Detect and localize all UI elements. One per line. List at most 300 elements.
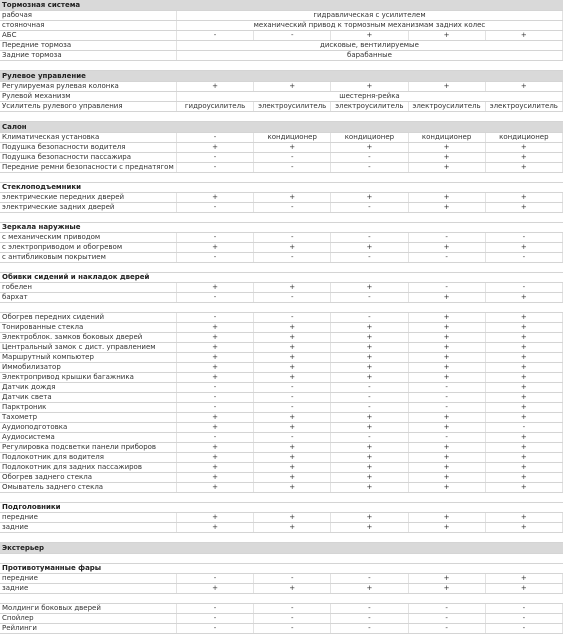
spec-value-trim-3: - xyxy=(331,293,408,303)
spec-value-trim-2: + xyxy=(254,443,331,453)
spec-row xyxy=(0,51,563,61)
spec-value-trim-2: + xyxy=(254,413,331,423)
section-header-row xyxy=(0,71,563,82)
spec-value-trim-3: + xyxy=(331,363,408,373)
spec-value-trim-3: + xyxy=(331,523,408,533)
spec-value-trim-1: + xyxy=(176,363,253,373)
spacer-row xyxy=(0,61,563,71)
spacer-cell xyxy=(0,303,563,313)
spec-value-trim-1: + xyxy=(176,584,253,594)
spec-value-trim-3: - xyxy=(331,624,408,634)
spacer-row xyxy=(0,213,563,223)
spec-row xyxy=(0,423,563,433)
spec-value-trim-2: - xyxy=(254,163,331,173)
spec-value-trim-5: + xyxy=(485,353,562,363)
spec-value-trim-3: - xyxy=(331,153,408,163)
spec-label: Подлокотник для задних пассажиров xyxy=(0,463,176,473)
spec-label: Электроблок. замков боковых дверей xyxy=(0,333,176,343)
spec-value-trim-4: + xyxy=(408,333,485,343)
spec-value-trim-1: + xyxy=(176,473,253,483)
spec-row xyxy=(0,453,563,463)
spec-row xyxy=(0,193,563,203)
spec-value-trim-2: + xyxy=(254,283,331,293)
spec-value-trim-3: + xyxy=(331,143,408,153)
spec-value-all-trims: шестерня-рейка xyxy=(176,92,562,102)
spec-value-trim-3: - xyxy=(331,403,408,413)
spec-label: Рейлинги xyxy=(0,624,176,634)
spec-label: Иммобилизатор xyxy=(0,363,176,373)
spec-label: Парктроник xyxy=(0,403,176,413)
spec-value-trim-4: + xyxy=(408,203,485,213)
spec-value-trim-3: + xyxy=(331,243,408,253)
spec-value-trim-1: - xyxy=(176,383,253,393)
section-header-row xyxy=(0,0,563,11)
spec-label: с электроприводом и обогревом xyxy=(0,243,176,253)
spec-value-trim-5: + xyxy=(485,433,562,443)
subsection-header-row xyxy=(0,564,563,574)
spec-value-trim-4: + xyxy=(408,423,485,433)
spec-value-trim-3: - xyxy=(331,313,408,323)
spec-value-trim-1: - xyxy=(176,614,253,624)
spec-value-trim-5: + xyxy=(485,383,562,393)
spec-value-trim-1: - xyxy=(176,393,253,403)
spec-value-trim-2: - xyxy=(254,293,331,303)
spec-label: передние xyxy=(0,574,176,584)
spec-value-trim-1: гидроусилитель xyxy=(176,102,253,112)
spec-row xyxy=(0,413,563,423)
spec-row xyxy=(0,373,563,383)
spacer-cell xyxy=(0,61,563,71)
spec-value-trim-2: + xyxy=(254,82,331,92)
spec-row xyxy=(0,443,563,453)
spec-value-trim-1: + xyxy=(176,523,253,533)
spec-value-trim-5: + xyxy=(485,203,562,213)
spec-row xyxy=(0,513,563,523)
spec-row xyxy=(0,353,563,363)
spec-value-trim-5: + xyxy=(485,513,562,523)
spec-value-trim-1: - xyxy=(176,233,253,243)
spec-row xyxy=(0,163,563,173)
spec-value-trim-5: + xyxy=(485,143,562,153)
spec-label: Тонированные стекла xyxy=(0,323,176,333)
section-title: Тормозная система xyxy=(0,0,563,11)
spec-row xyxy=(0,203,563,213)
spec-value-trim-2: - xyxy=(254,233,331,243)
spec-value-trim-2: - xyxy=(254,403,331,413)
spec-value-trim-4: - xyxy=(408,403,485,413)
spec-value-trim-3: - xyxy=(331,203,408,213)
spec-label: Молдинги боковых дверей xyxy=(0,604,176,614)
spec-value-trim-5: - xyxy=(485,423,562,433)
section-title: Экстерьер xyxy=(0,543,563,554)
spec-value-trim-5: + xyxy=(485,483,562,493)
spec-value-trim-3: + xyxy=(331,423,408,433)
spec-value-trim-5: + xyxy=(485,153,562,163)
spec-label: задние xyxy=(0,584,176,594)
subsection-title: Зеркала наружные xyxy=(0,223,563,233)
spec-row xyxy=(0,133,563,143)
spacer-row xyxy=(0,493,563,503)
spec-value-trim-1: + xyxy=(176,283,253,293)
spec-value-trim-5: + xyxy=(485,333,562,343)
spec-value-trim-5: + xyxy=(485,443,562,453)
spec-value-trim-2: - xyxy=(254,313,331,323)
spec-value-trim-3: + xyxy=(331,353,408,363)
spec-value-trim-4: - xyxy=(408,433,485,443)
spec-row xyxy=(0,393,563,403)
spec-row xyxy=(0,102,563,112)
spec-row xyxy=(0,523,563,533)
spec-value-trim-5: + xyxy=(485,31,562,41)
spec-value-trim-4: + xyxy=(408,373,485,383)
spec-row xyxy=(0,584,563,594)
spec-value-trim-4: + xyxy=(408,153,485,163)
spec-label: Датчик света xyxy=(0,393,176,403)
spec-value-trim-5: + xyxy=(485,403,562,413)
spec-value-trim-4: + xyxy=(408,363,485,373)
spec-value-trim-4: + xyxy=(408,243,485,253)
spec-label: Усилитель рулевого управления xyxy=(0,102,176,112)
spec-value-trim-5: - xyxy=(485,283,562,293)
spec-row xyxy=(0,403,563,413)
spec-value-trim-5: + xyxy=(485,584,562,594)
spec-value-trim-4: - xyxy=(408,614,485,624)
spec-label: Электропривод крышки багажника xyxy=(0,373,176,383)
spec-value-trim-5: - xyxy=(485,233,562,243)
spec-value-trim-2: + xyxy=(254,243,331,253)
spec-value-trim-3: - xyxy=(331,163,408,173)
spec-value-trim-2: + xyxy=(254,523,331,533)
spec-value-trim-1: - xyxy=(176,31,253,41)
spec-value-trim-2: + xyxy=(254,353,331,363)
spec-value-trim-4: + xyxy=(408,343,485,353)
spec-value-trim-3: + xyxy=(331,82,408,92)
spec-value-trim-1: + xyxy=(176,463,253,473)
spec-label: Подлокотник для водителя xyxy=(0,453,176,463)
spacer-row xyxy=(0,112,563,122)
spec-value-trim-4: + xyxy=(408,413,485,423)
spec-value-trim-4: - xyxy=(408,233,485,243)
spacer-cell xyxy=(0,554,563,564)
spacer-cell xyxy=(0,533,563,543)
spec-label: передние xyxy=(0,513,176,523)
spec-row xyxy=(0,243,563,253)
spacer-cell xyxy=(0,112,563,122)
spec-value-trim-2: - xyxy=(254,393,331,403)
spec-value-trim-1: + xyxy=(176,353,253,363)
spec-value-trim-3: + xyxy=(331,463,408,473)
subsection-title: Противотуманные фары xyxy=(0,564,563,574)
spec-value-trim-4: - xyxy=(408,604,485,614)
spec-value-trim-1: - xyxy=(176,313,253,323)
spec-value-trim-3: + xyxy=(331,323,408,333)
spec-value-trim-2: + xyxy=(254,143,331,153)
spec-value-trim-4: + xyxy=(408,323,485,333)
spec-value-trim-4: + xyxy=(408,574,485,584)
spec-label: Задние тормоза xyxy=(0,51,176,61)
spec-value-trim-4: + xyxy=(408,82,485,92)
spec-row xyxy=(0,143,563,153)
spec-value-trim-5: + xyxy=(485,313,562,323)
spacer-cell xyxy=(0,594,563,604)
spec-value-trim-3: + xyxy=(331,443,408,453)
spec-value-trim-4: + xyxy=(408,513,485,523)
spec-value-trim-4: + xyxy=(408,353,485,363)
spec-value-trim-3: + xyxy=(331,513,408,523)
spec-value-trim-4: кондиционер xyxy=(408,133,485,143)
spec-value-trim-5: + xyxy=(485,413,562,423)
spec-row xyxy=(0,233,563,243)
spec-label: Обогрев заднего стекла xyxy=(0,473,176,483)
spec-label: Передние тормоза xyxy=(0,41,176,51)
spec-value-trim-1: + xyxy=(176,333,253,343)
spec-value-trim-4: + xyxy=(408,473,485,483)
spec-value-trim-2: + xyxy=(254,483,331,493)
spec-value-trim-4: + xyxy=(408,483,485,493)
spec-label: Аудиоподготовка xyxy=(0,423,176,433)
section-title: Салон xyxy=(0,122,563,133)
spec-value-trim-3: + xyxy=(331,473,408,483)
spec-value-trim-2: + xyxy=(254,363,331,373)
spec-row xyxy=(0,614,563,624)
spec-value-trim-1: + xyxy=(176,82,253,92)
spec-value-trim-2: электроусилитель xyxy=(254,102,331,112)
spec-value-trim-3: + xyxy=(331,483,408,493)
spec-value-trim-5: + xyxy=(485,453,562,463)
subsection-title: Стеклоподъемники xyxy=(0,183,563,193)
spec-row xyxy=(0,383,563,393)
spec-value-trim-2: + xyxy=(254,333,331,343)
spec-value-trim-5: + xyxy=(485,243,562,253)
spec-value-trim-5: + xyxy=(485,523,562,533)
spec-value-trim-4: + xyxy=(408,31,485,41)
spec-label: Рулевой механизм xyxy=(0,92,176,102)
spec-value-trim-2: + xyxy=(254,423,331,433)
spec-value-trim-2: + xyxy=(254,323,331,333)
spec-value-trim-5: электроусилитель xyxy=(485,102,562,112)
spec-value-trim-5: + xyxy=(485,393,562,403)
spec-row xyxy=(0,604,563,614)
spec-value-trim-1: - xyxy=(176,403,253,413)
spec-value-trim-2: + xyxy=(254,373,331,383)
spec-value-trim-2: - xyxy=(254,574,331,584)
spec-value-trim-4: + xyxy=(408,463,485,473)
spec-value-trim-2: - xyxy=(254,203,331,213)
spec-value-trim-1: + xyxy=(176,513,253,523)
spec-value-trim-1: - xyxy=(176,153,253,163)
spec-value-trim-3: - xyxy=(331,233,408,243)
spec-label: задние xyxy=(0,523,176,533)
spec-value-trim-4: - xyxy=(408,624,485,634)
spec-value-trim-3: + xyxy=(331,584,408,594)
spec-value-trim-1: + xyxy=(176,453,253,463)
spec-value-trim-1: + xyxy=(176,483,253,493)
spec-value-trim-1: + xyxy=(176,423,253,433)
spec-value-trim-5: + xyxy=(485,323,562,333)
spacer-cell xyxy=(0,263,563,273)
subsection-header-row xyxy=(0,223,563,233)
spec-value-trim-4: + xyxy=(408,453,485,463)
spec-row xyxy=(0,153,563,163)
spec-value-trim-1: + xyxy=(176,323,253,333)
spec-value-trim-1: - xyxy=(176,133,253,143)
spec-label: Подушка безопасности водителя xyxy=(0,143,176,153)
spec-value-all-trims: дисковые, вентилируемые xyxy=(176,41,562,51)
spec-value-trim-4: - xyxy=(408,253,485,263)
spec-value-trim-1: - xyxy=(176,433,253,443)
spec-value-trim-2: + xyxy=(254,584,331,594)
spec-value-trim-5: кондиционер xyxy=(485,133,562,143)
spec-value-trim-5: - xyxy=(485,614,562,624)
spec-value-trim-1: - xyxy=(176,604,253,614)
spec-value-trim-5: + xyxy=(485,463,562,473)
spec-row xyxy=(0,21,563,31)
spec-value-trim-3: - xyxy=(331,393,408,403)
spec-value-trim-1: - xyxy=(176,624,253,634)
spec-row xyxy=(0,31,563,41)
spec-value-trim-2: + xyxy=(254,453,331,463)
spec-value-all-trims: гидравлическая с усилителем xyxy=(176,11,562,21)
spec-value-trim-3: + xyxy=(331,193,408,203)
spec-value-trim-2: + xyxy=(254,193,331,203)
spec-label: Аудиосистема xyxy=(0,433,176,443)
spec-value-trim-3: + xyxy=(331,343,408,353)
spec-label: электрические передних дверей xyxy=(0,193,176,203)
spec-value-trim-4: + xyxy=(408,313,485,323)
spec-row xyxy=(0,92,563,102)
spec-value-trim-1: + xyxy=(176,143,253,153)
spec-row xyxy=(0,323,563,333)
subsection-title: Подголовники xyxy=(0,503,563,513)
spec-value-trim-3: - xyxy=(331,574,408,584)
spec-value-trim-5: - xyxy=(485,624,562,634)
spec-value-trim-5: + xyxy=(485,343,562,353)
spacer-cell xyxy=(0,493,563,503)
spec-label: с механическим приводом xyxy=(0,233,176,243)
spec-value-trim-2: + xyxy=(254,343,331,353)
spec-label: с антибликовым покрытием xyxy=(0,253,176,263)
spec-value-trim-5: + xyxy=(485,473,562,483)
spec-row xyxy=(0,253,563,263)
spec-value-trim-1: + xyxy=(176,193,253,203)
spec-label: Передние ремни безопасности с преднатягом xyxy=(0,163,176,173)
spacer-row xyxy=(0,594,563,604)
spec-row xyxy=(0,11,563,21)
spec-value-trim-2: + xyxy=(254,473,331,483)
spec-row xyxy=(0,463,563,473)
spec-row xyxy=(0,483,563,493)
spec-row xyxy=(0,41,563,51)
spec-value-trim-2: - xyxy=(254,383,331,393)
spec-label: бархат xyxy=(0,293,176,303)
spec-value-trim-1: + xyxy=(176,413,253,423)
spec-label: АБС xyxy=(0,31,176,41)
spec-value-trim-5: + xyxy=(485,163,562,173)
spec-value-trim-4: + xyxy=(408,163,485,173)
spec-row xyxy=(0,293,563,303)
spec-value-trim-3: + xyxy=(331,31,408,41)
spec-row xyxy=(0,574,563,584)
spec-value-trim-4: электроусилитель xyxy=(408,102,485,112)
spec-value-trim-2: - xyxy=(254,433,331,443)
spec-row xyxy=(0,473,563,483)
spec-value-trim-3: - xyxy=(331,604,408,614)
spec-value-trim-3: + xyxy=(331,333,408,343)
spec-label: Регулировка подсветки панели приборов xyxy=(0,443,176,453)
spec-value-trim-3: - xyxy=(331,253,408,263)
spec-value-trim-4: + xyxy=(408,293,485,303)
spec-value-trim-5: + xyxy=(485,82,562,92)
spec-value-trim-2: + xyxy=(254,463,331,473)
spec-label: Регулируемая рулевая колонка xyxy=(0,82,176,92)
spacer-row xyxy=(0,263,563,273)
spec-value-trim-3: - xyxy=(331,433,408,443)
spec-value-trim-1: - xyxy=(176,203,253,213)
spec-label: Спойлер xyxy=(0,614,176,624)
subsection-header-row xyxy=(0,503,563,513)
section-header-row xyxy=(0,122,563,133)
spacer-cell xyxy=(0,213,563,223)
spacer-row xyxy=(0,303,563,313)
spec-value-trim-2: - xyxy=(254,153,331,163)
spec-value-trim-2: - xyxy=(254,614,331,624)
spec-value-trim-4: + xyxy=(408,193,485,203)
spec-value-trim-4: - xyxy=(408,393,485,403)
spacer-row xyxy=(0,554,563,564)
spec-value-trim-1: + xyxy=(176,343,253,353)
spec-row xyxy=(0,313,563,323)
spec-value-trim-3: + xyxy=(331,283,408,293)
spec-value-trim-2: - xyxy=(254,624,331,634)
spec-label: Обогрев передних сидений xyxy=(0,313,176,323)
spec-value-trim-5: - xyxy=(485,604,562,614)
spec-value-trim-2: - xyxy=(254,604,331,614)
spec-value-trim-3: + xyxy=(331,373,408,383)
spec-label: рабочая xyxy=(0,11,176,21)
spec-value-trim-5: + xyxy=(485,373,562,383)
spec-label: гобелен xyxy=(0,283,176,293)
spec-label: Датчик дождя xyxy=(0,383,176,393)
spec-label: Маршрутный компьютер xyxy=(0,353,176,363)
section-title: Рулевое управление xyxy=(0,71,563,82)
spec-row xyxy=(0,283,563,293)
spec-value-trim-4: - xyxy=(408,383,485,393)
spec-label: Подушка безопасности пассажира xyxy=(0,153,176,163)
spec-value-trim-1: - xyxy=(176,163,253,173)
spec-label: Климатическая установка xyxy=(0,133,176,143)
spec-label: электрические задних дверей xyxy=(0,203,176,213)
section-header-row xyxy=(0,543,563,554)
spec-value-trim-4: + xyxy=(408,523,485,533)
spec-value-trim-4: + xyxy=(408,143,485,153)
spec-row xyxy=(0,624,563,634)
spec-row xyxy=(0,363,563,373)
spec-value-trim-1: - xyxy=(176,293,253,303)
spec-value-trim-3: + xyxy=(331,453,408,463)
spec-value-trim-1: + xyxy=(176,443,253,453)
subsection-header-row xyxy=(0,273,563,283)
spec-value-all-trims: барабанные xyxy=(176,51,562,61)
spec-value-trim-5: + xyxy=(485,193,562,203)
spacer-cell xyxy=(0,173,563,183)
spec-value-trim-5: + xyxy=(485,293,562,303)
spec-row xyxy=(0,333,563,343)
spec-value-trim-4: + xyxy=(408,443,485,453)
spec-value-trim-4: + xyxy=(408,584,485,594)
spec-value-trim-5: + xyxy=(485,574,562,584)
subsection-header-row xyxy=(0,183,563,193)
spec-value-trim-5: - xyxy=(485,253,562,263)
